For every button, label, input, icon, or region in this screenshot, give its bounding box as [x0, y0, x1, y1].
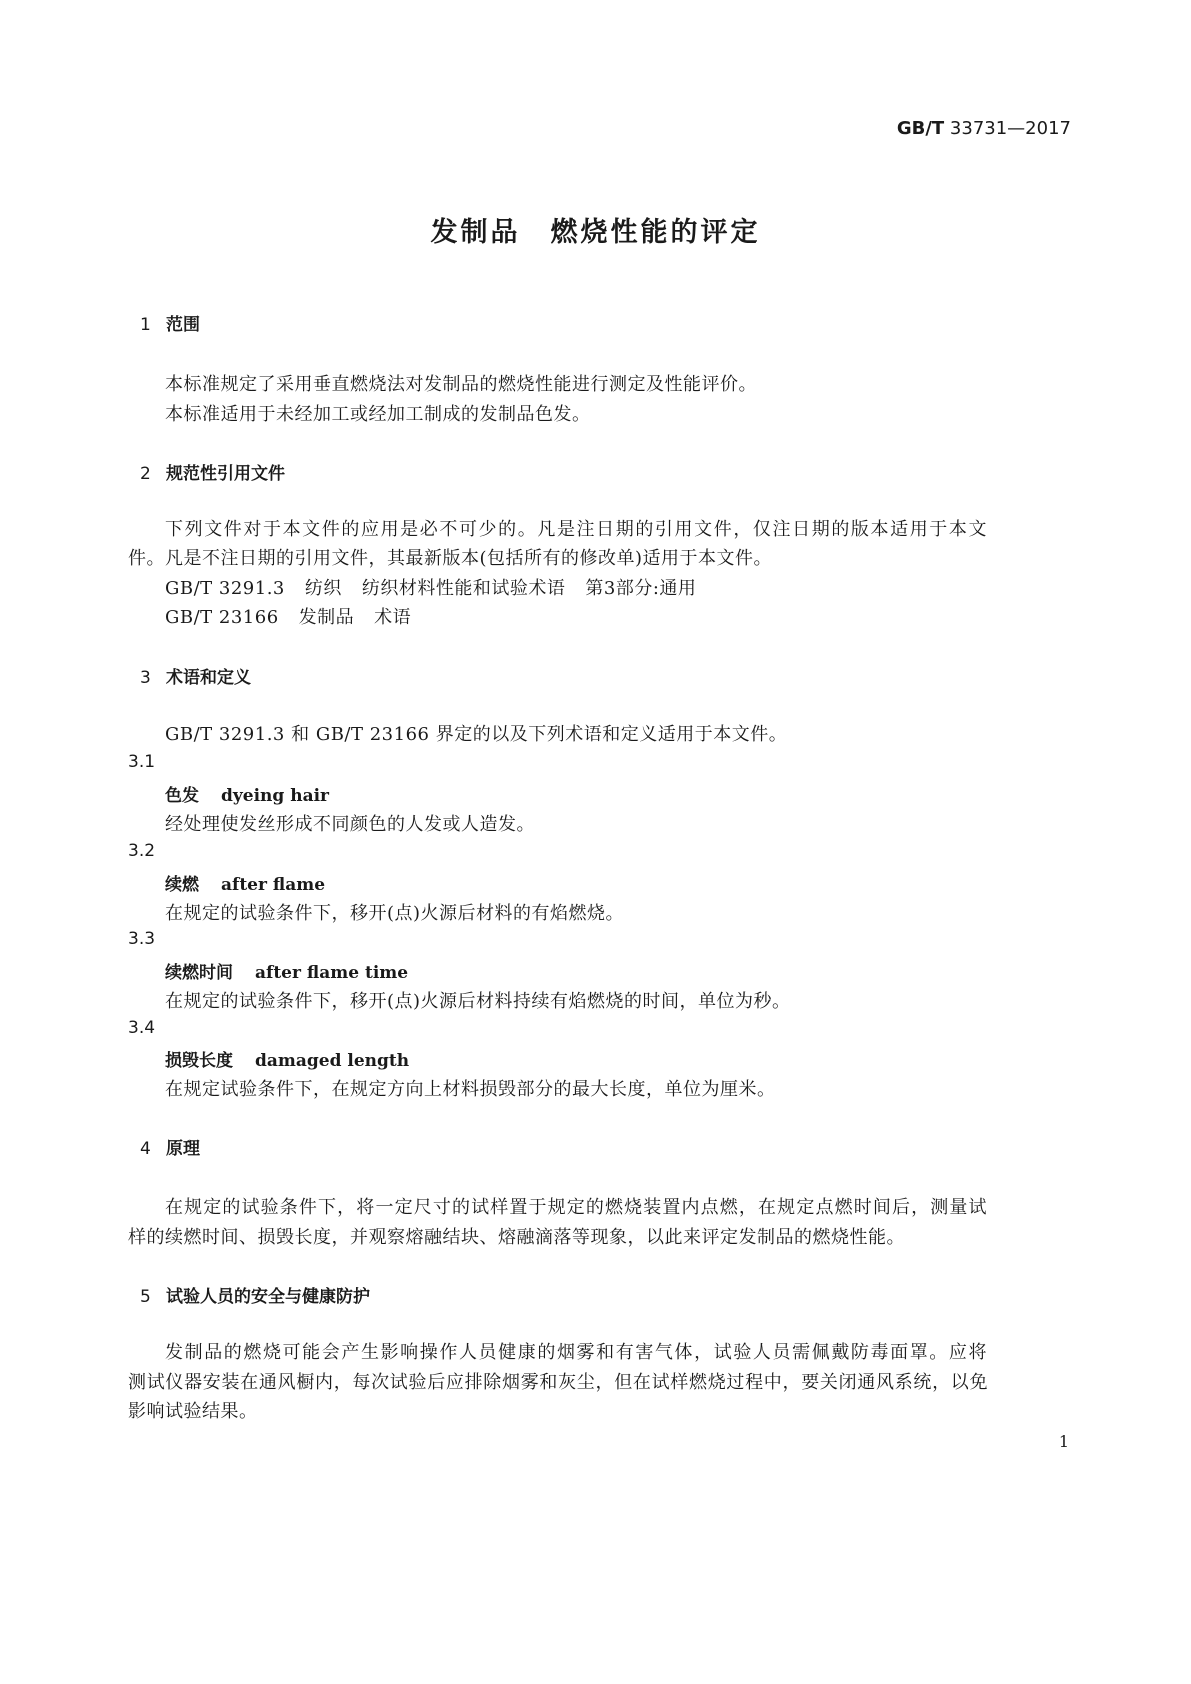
- page-number: 1: [1058, 1432, 1069, 1451]
- section-heading: 3 术语和定义: [140, 668, 251, 688]
- section-heading: 2 规范性引用文件: [140, 464, 285, 484]
- term-heading: 续燃时间 after flame time: [165, 963, 409, 983]
- section-heading: 5 试验人员的安全与健康防护: [140, 1287, 370, 1307]
- term-number: 3.1: [128, 752, 156, 772]
- term-number: 3.3: [128, 929, 156, 949]
- term-heading: 续燃 after flame: [165, 875, 326, 895]
- term-definition: 在规定的试验条件下，移开(点)火源后材料的有焰燃烧。: [165, 903, 625, 924]
- paragraph: 样的续燃时间、损毁长度，并观察熔融结块、熔融滴落等现象，以此来评定发制品的燃烧性能。: [128, 1227, 905, 1248]
- paragraph: 件。凡是不注日期的引用文件，其最新版本(包括所有的修改单)适用于本文件。: [128, 548, 773, 569]
- term-heading: 色发 dyeing hair: [165, 786, 329, 806]
- term-definition: 经处理使发丝形成不同颜色的人发或人造发。: [165, 814, 535, 835]
- page-title: 发制品 燃烧性能的评定: [430, 217, 761, 248]
- term-heading: 损毁长度 damaged length: [165, 1051, 410, 1071]
- reference-item: GB/T 23166 发制品 术语: [165, 607, 412, 628]
- paragraph: 下列文件对于本文件的应用是必不可少的。凡是注日期的引用文件，仅注日期的版本适用于本文: [165, 519, 987, 540]
- paragraph: 测试仪器安装在通风橱内，每次试验后应排除烟雾和灰尘，但在试样燃烧过程中，要关闭通风系统，以免: [128, 1372, 988, 1393]
- standard-code: GB/T 33731—2017: [896, 118, 1071, 139]
- term-number: 3.4: [128, 1018, 156, 1038]
- paragraph: 发制品的燃烧可能会产生影响操作人员健康的烟雾和有害气体，试验人员需佩戴防毒面罩。应将: [165, 1342, 987, 1363]
- paragraph: GB/T 3291.3 和 GB/T 23166 界定的以及下列术语和定义适用于本文件。: [165, 724, 788, 745]
- section-heading: 1 范围: [140, 315, 200, 335]
- paragraph: 本标准适用于未经加工或经加工制成的发制品色发。: [165, 404, 591, 425]
- paragraph: 影响试验结果。: [128, 1401, 258, 1422]
- paragraph: 在规定的试验条件下，将一定尺寸的试样置于规定的燃烧装置内点燃，在规定点燃时间后，测量试: [165, 1197, 987, 1218]
- reference-item: GB/T 3291.3 纺织 纺织材料性能和试验术语 第3部分:通用: [165, 578, 697, 599]
- section-heading: 4 原理: [140, 1139, 200, 1159]
- paragraph: 本标准规定了采用垂直燃烧法对发制品的燃烧性能进行测定及性能评价。: [165, 374, 757, 395]
- term-definition: 在规定试验条件下，在规定方向上材料损毁部分的最大长度，单位为厘米。: [165, 1079, 776, 1100]
- term-number: 3.2: [128, 841, 156, 861]
- term-definition: 在规定的试验条件下，移开(点)火源后材料持续有焰燃烧的时间，单位为秒。: [165, 991, 791, 1012]
